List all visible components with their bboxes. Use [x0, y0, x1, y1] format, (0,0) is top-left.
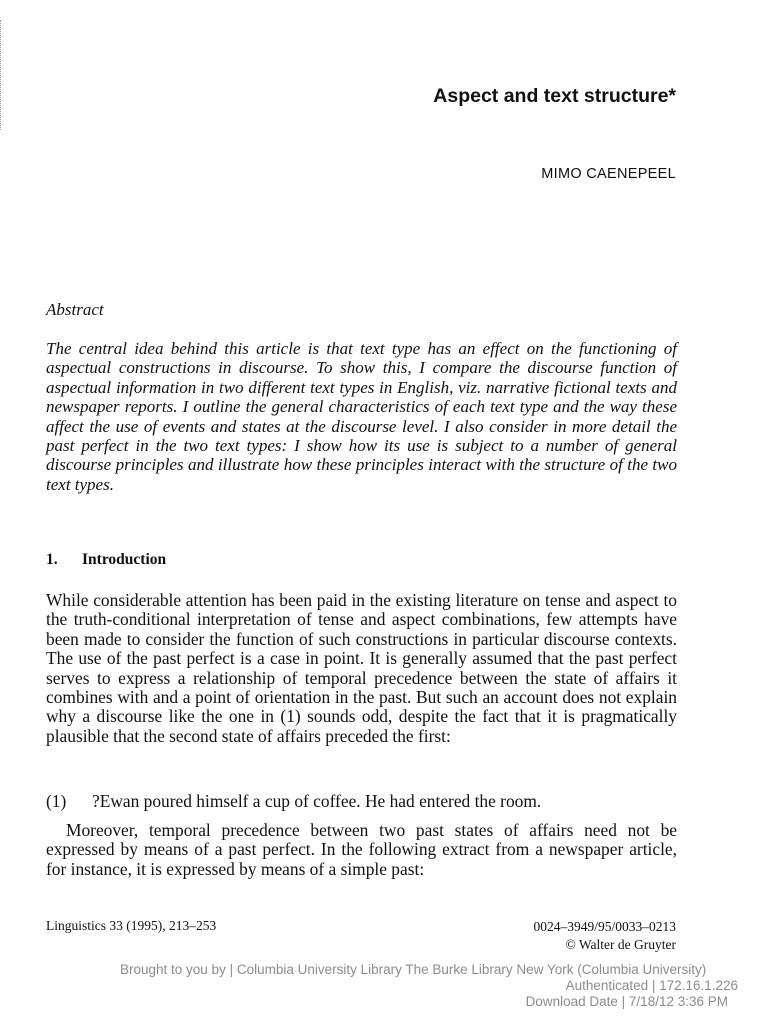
example-number: (1)	[46, 791, 67, 811]
issn-code: 0024–3949/95/0033–0213	[533, 919, 676, 934]
section-title: Introduction	[82, 551, 167, 568]
section-heading	[46, 551, 166, 569]
example-sentence	[46, 792, 677, 811]
watermark-line-1: Brought to you by | Columbia University Library The Burke Library New York (Columbia University)	[120, 962, 707, 977]
author-name: MIMO CAENEPEEL	[541, 166, 676, 182]
body-paragraph-2: Moreover, temporal precedence between two past states of affairs need not be expressed by means of a past perfect. In the following extract from a newspaper article, for instance, it is expressed by means of a simple past:	[46, 820, 677, 879]
section-number: 1.	[46, 551, 58, 568]
download-watermark	[0, 962, 768, 1022]
scan-edge-mark	[0, 20, 5, 130]
abstract-text: The central idea behind this article is that text type has an effect on the functioning of aspectual constructions in discourse. To show this, I compare the discourse function of aspectual information in two different text types in English, viz. narrative fictional texts and newspaper reports. I outline the general characteristics of each text type and the way these affect the use of events and states at the discourse level. I also consider in more detail the past perfect in the two text types: I show how its use is subject to a number of general discourse principles and illustrate how these principles interact with the structure of the two text types.	[46, 339, 677, 494]
watermark-line-3: Download Date | 7/18/12 3:36 PM	[525, 994, 728, 1009]
journal-citation: Linguistics 33 (1995), 213–253	[46, 918, 217, 933]
watermark-line-2: Authenticated | 172.16.1.226	[565, 978, 738, 993]
article-title: Aspect and text structure*	[433, 85, 676, 107]
publication-info	[533, 918, 676, 954]
example-text: ?Ewan poured himself a cup of coffee. He had entered the room.	[92, 791, 542, 811]
body-paragraph-1: While considerable attention has been paid in the existing literature on tense and aspect to the truth-conditional interpretation of tense and aspect combinations, few attempts have been made to consider the function of such constructions in particular discourse contexts. The use of the past perfect is a case in point. It is generally assumed that the past perfect serves to express a relationship of temporal precedence between the state of affairs it combines with and a point of orientation in the past. But such an account does not explain why a discourse like the one in (1) sounds odd, despite the fact that it is pragmatically plausible that the second state of affairs preceded the first:	[46, 590, 677, 746]
abstract-heading: Abstract	[46, 300, 104, 319]
copyright-notice: © Walter de Gruyter	[565, 937, 676, 952]
